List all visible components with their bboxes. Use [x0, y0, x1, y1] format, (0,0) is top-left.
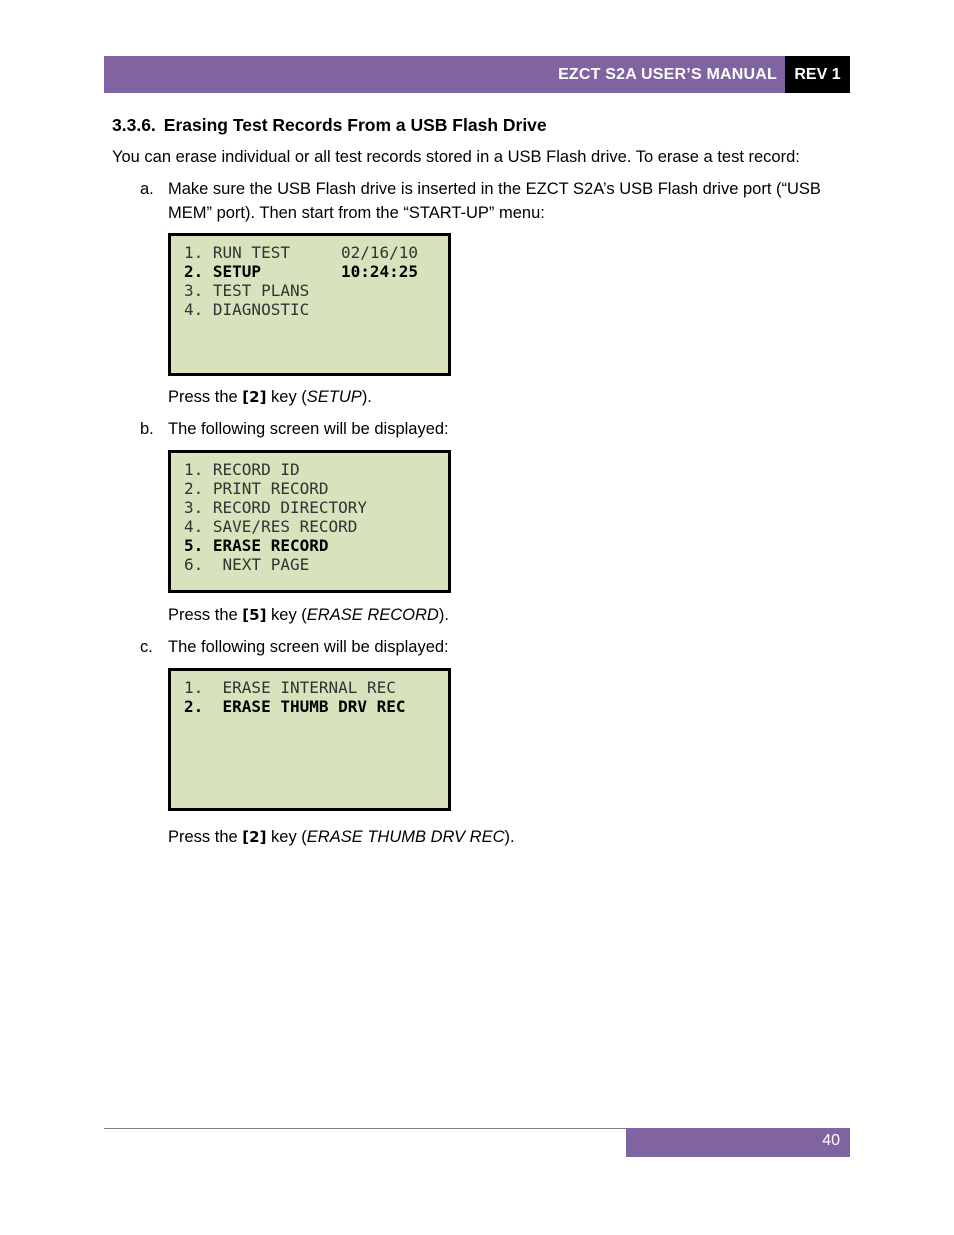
section-title: Erasing Test Records From a USB Flash Drive	[163, 115, 547, 135]
instruction-suffix: ).	[438, 606, 449, 624]
page-number-bar	[626, 1128, 850, 1157]
instruction-suffix: ).	[361, 388, 372, 406]
lcd-line: 3. RECORD DIRECTORY	[184, 498, 368, 517]
lcd-line: 6. NEXT PAGE	[184, 555, 310, 574]
lcd-time: 10:24:25	[341, 262, 419, 281]
intro-paragraph: You can erase individual or all test records stored in a USB Flash drive. To erase a test record:	[112, 148, 800, 166]
step-a-line-2: MEM” port). Then start from the “START-UP” menu:	[168, 204, 545, 222]
instruction-prefix: Press the	[168, 606, 243, 624]
lcd-line-selected: 5. ERASE RECORD	[184, 536, 329, 555]
instruction-suffix: ).	[504, 828, 515, 846]
instruction-middle: key (	[266, 828, 307, 846]
page-header	[104, 56, 850, 93]
lcd-line: 4. DIAGNOSTIC	[184, 300, 310, 319]
lcd-line: 2. PRINT RECORD	[184, 479, 329, 498]
step-b-letter: b.	[140, 420, 154, 438]
lcd-line: 4. SAVE/RES RECORD	[184, 517, 358, 536]
lcd-line: 1. RUN TEST	[184, 243, 290, 262]
step-c-text: The following screen will be displayed:	[168, 638, 449, 656]
instruction-middle: key (	[266, 606, 307, 624]
step-c-letter: c.	[140, 638, 153, 656]
footer-divider	[104, 1128, 626, 1129]
lcd-line: 1. RECORD ID	[184, 460, 300, 479]
instruction-prefix: Press the	[168, 388, 243, 406]
lcd-screen-startup-menu	[168, 233, 451, 376]
lcd-date: 02/16/10	[341, 243, 419, 262]
page-number: 40	[822, 1132, 840, 1149]
lcd-screen-erase-menu	[168, 668, 451, 811]
lcd-line: 1. ERASE INTERNAL REC	[184, 678, 396, 697]
key-label: [2]	[242, 388, 267, 406]
manual-title: EZCT S2A USER’S MANUAL	[558, 66, 777, 83]
step-a-letter: a.	[140, 180, 154, 198]
step-b-text: The following screen will be displayed:	[168, 420, 449, 438]
lcd-line-selected: 2. ERASE THUMB DRV REC	[184, 697, 406, 716]
menu-option-name: ERASE RECORD	[306, 606, 439, 624]
section-heading	[112, 115, 547, 136]
menu-option-name: ERASE THUMB DRV REC	[306, 828, 505, 846]
instruction-prefix: Press the	[168, 828, 243, 846]
instruction-middle: key (	[266, 388, 307, 406]
key-label: [5]	[242, 606, 267, 624]
step-a-text	[168, 177, 821, 225]
lcd-screen-record-menu	[168, 450, 451, 593]
lcd-line-selected: 2. SETUP	[184, 262, 262, 281]
step-b-instruction	[168, 603, 449, 627]
section-number: 3.3.6.	[112, 115, 156, 135]
step-a-line-1: Make sure the USB Flash drive is inserted in the EZCT S2A’s USB Flash drive port (“USB	[168, 180, 821, 198]
step-c-instruction	[168, 825, 515, 849]
key-label: [2]	[242, 828, 267, 846]
step-a-instruction	[168, 385, 372, 409]
lcd-line: 3. TEST PLANS	[184, 281, 310, 300]
menu-option-name: SETUP	[306, 388, 362, 406]
revision-badge: REV 1	[785, 56, 850, 93]
